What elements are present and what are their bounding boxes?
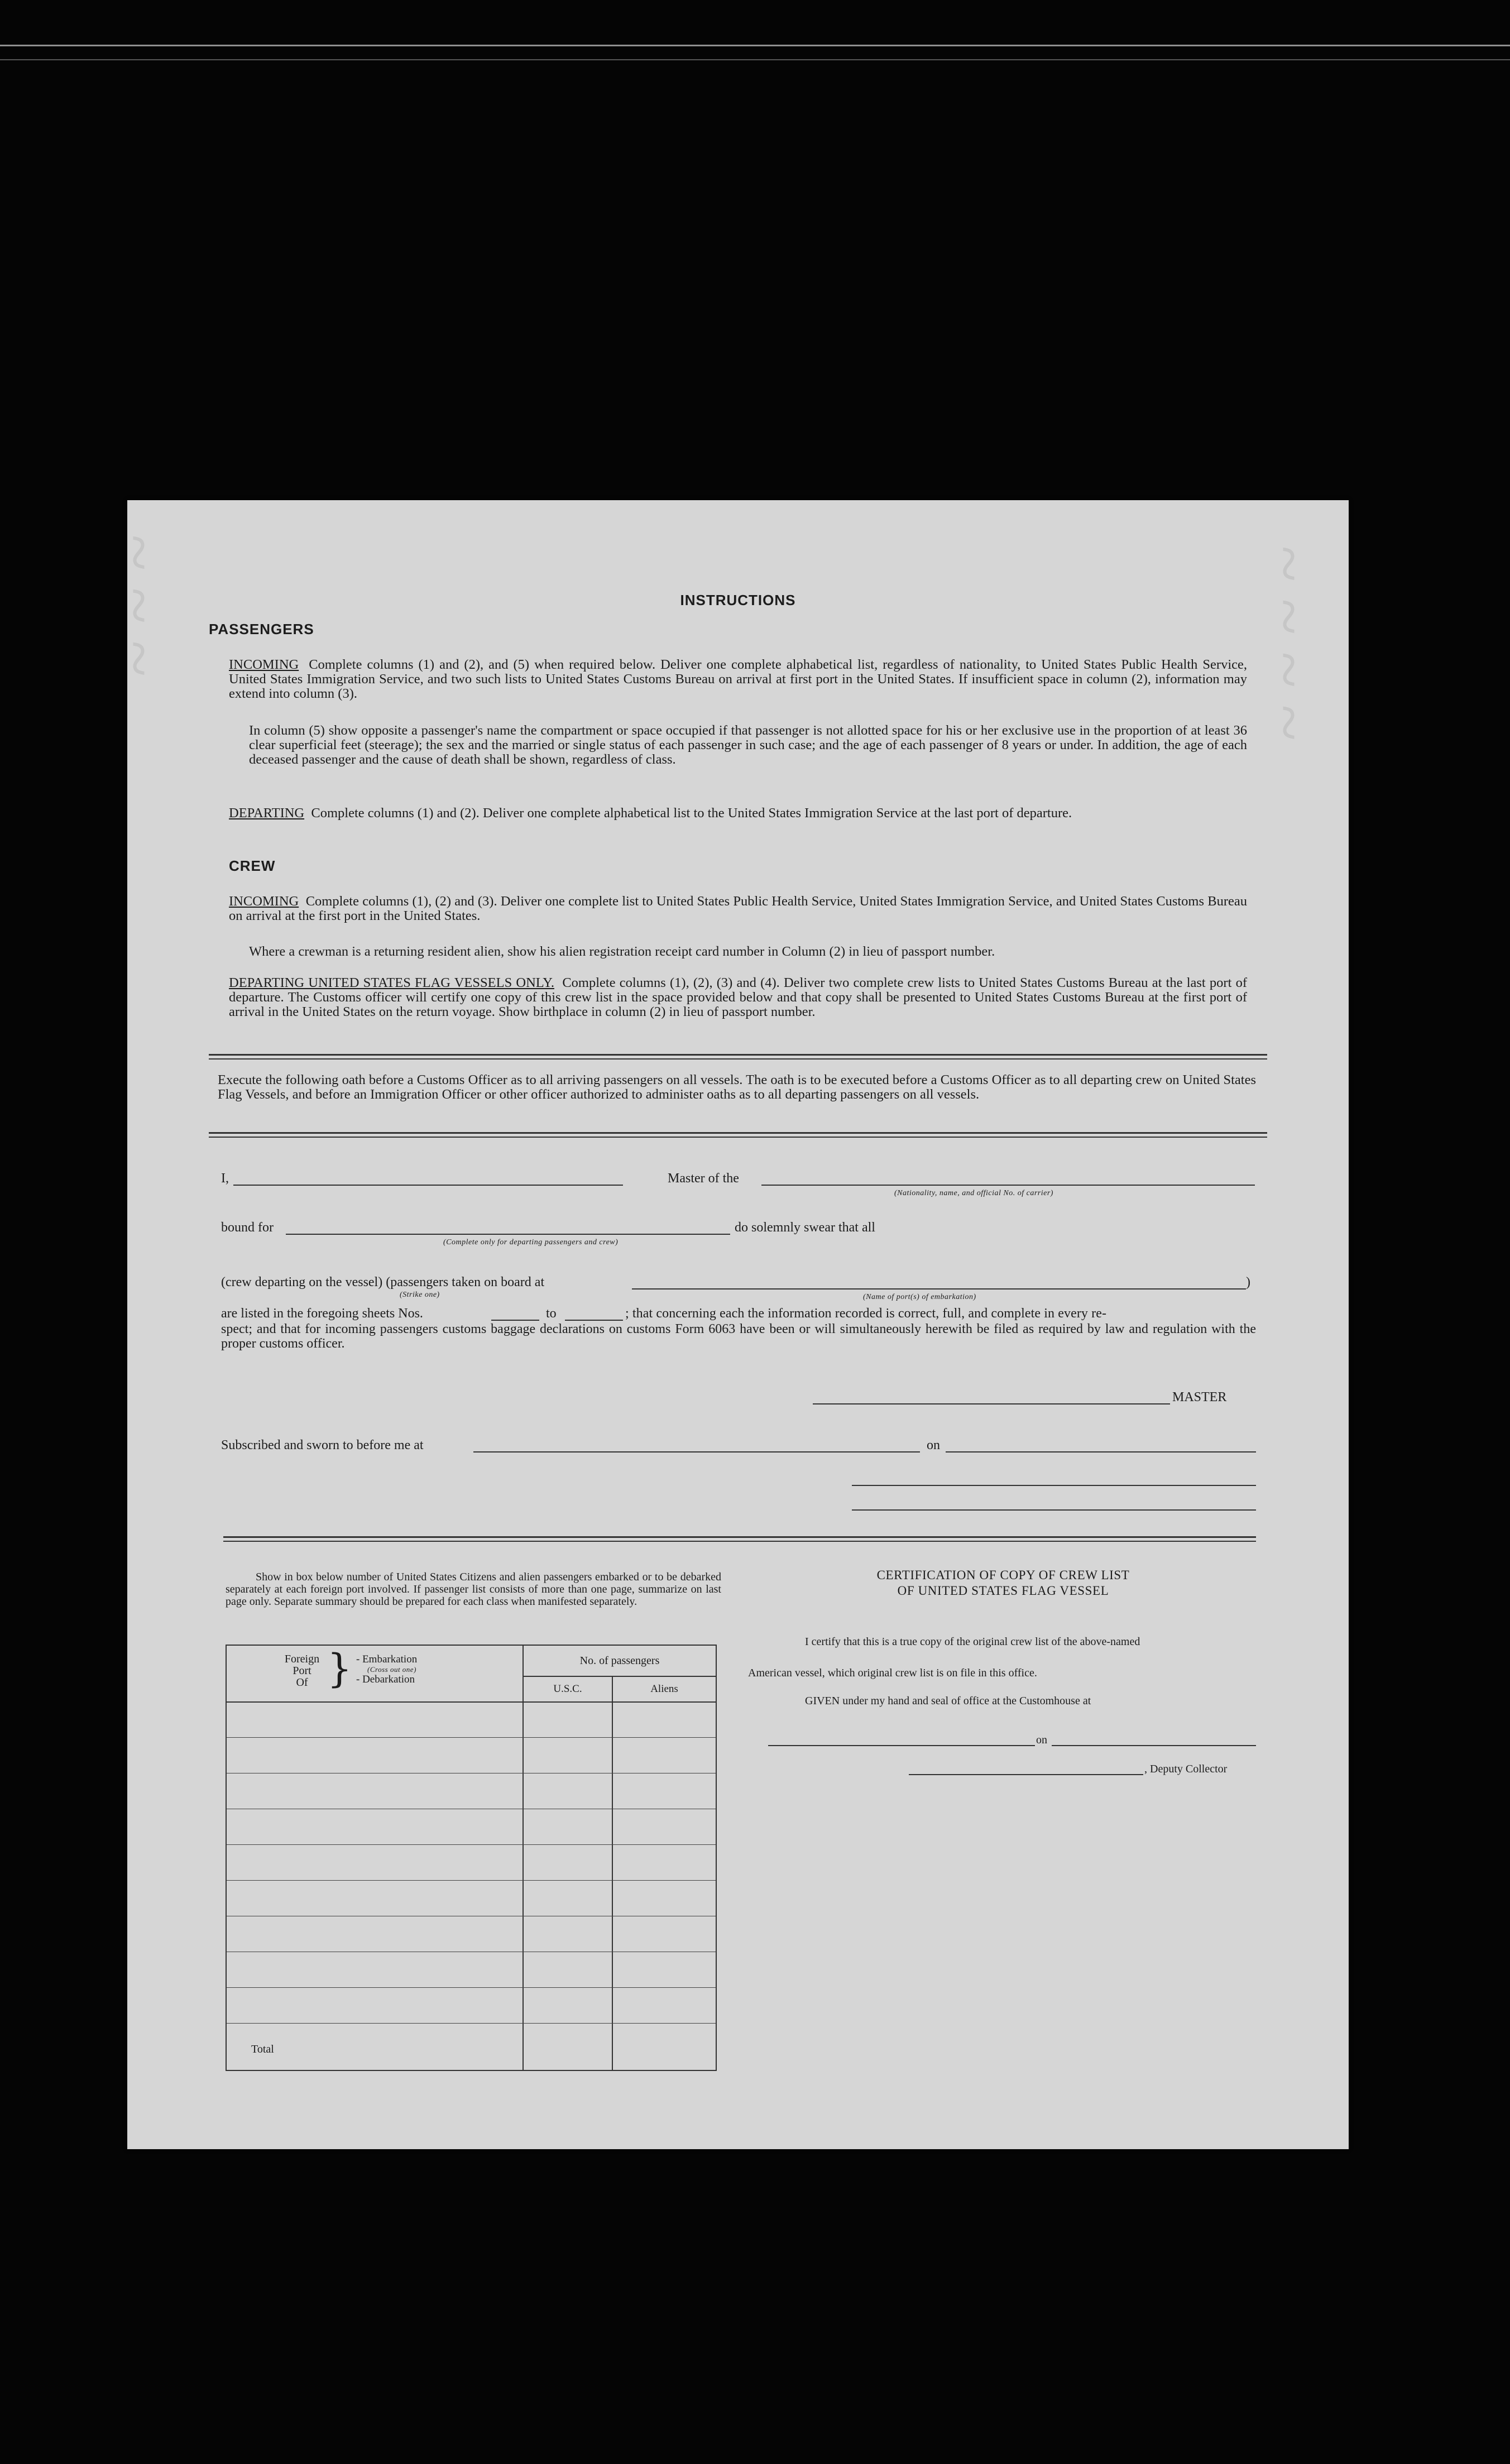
master-signature-field[interactable]	[813, 1403, 1170, 1404]
close-paren: )	[1246, 1275, 1250, 1289]
crew-departing-text: Complete columns (1), (2), (3) and (4). Deliver two complete crew lists to United States Customs Bureau at the last port of departure. The Customs officer will certify one copy of this crew list in the space provided below and that copy shall be presented to United States Customs Bureau at the first port of arrival in the United States on the return voyage. Show birthplace in column (2) in lieu of passport number.	[229, 975, 1247, 1019]
crew-departing-paragraph	[229, 976, 1247, 1019]
sworn-place-field[interactable]	[473, 1451, 920, 1452]
passengers-incoming-paragraph	[229, 658, 1247, 701]
table-header-port	[227, 1646, 524, 1703]
passengers-departing-paragraph	[229, 806, 1247, 821]
column-divider	[612, 1701, 613, 2070]
certify-text-1: I certify that this is a true copy of the original crew list of the above-named	[805, 1636, 1140, 1648]
officer-title-field[interactable]	[852, 1509, 1256, 1511]
sworn-date-field[interactable]	[946, 1451, 1256, 1452]
embarkation-label: - Embarkation	[356, 1653, 418, 1665]
incoming-text: Complete columns (1) and (2), and (5) when required below. Deliver one complete alphabetical list, regardless of nationality, to United States Public Health Service, United States Immigration Service, and two such lists to United States Customs Bureau on arrival at first port in the United States. If insufficient space in column (2), information may extend into column (3).	[229, 657, 1248, 701]
departing-label: DEPARTING	[229, 806, 305, 821]
instructions-heading: INSTRUCTIONS	[680, 592, 796, 608]
customhouse-field[interactable]	[768, 1745, 1035, 1746]
departing-text: Complete columns (1) and (2). Deliver one complete alphabetical list to the United States Immigration Service at the last port of departure.	[311, 806, 1072, 821]
i-label: I,	[221, 1171, 229, 1186]
on-label: on	[927, 1438, 940, 1452]
summary-note: Show in box below number of United States Citizens and alien passengers embarked or to be debarked separately at each foreign port involved. If passenger list consists of more than one page, summarize on last page only. Separate summary should be prepared for each class when manifested separately.	[226, 1571, 721, 1608]
crew-heading: CREW	[229, 857, 276, 874]
cert-date-field[interactable]	[1052, 1745, 1256, 1746]
deputy-signature-field[interactable]	[909, 1774, 1143, 1775]
foreign-port-of-label	[271, 1653, 333, 1689]
table-row	[227, 2023, 716, 2024]
to-label: to	[546, 1306, 557, 1321]
complete-only-caption: (Complete only for departing passengers and crew)	[443, 1238, 619, 1247]
usc-header: U.S.C.	[524, 1677, 613, 1703]
listed-text-rest: spect; and that for incoming passengers customs baggage declarations on customs Form 6063 have been or will simultaneously herewith be filed as required by law and regulation with the proper customs officer.	[221, 1322, 1256, 1351]
table-row	[227, 1844, 716, 1845]
master-of-the-label: Master of the	[668, 1171, 739, 1186]
bound-for-field[interactable]	[286, 1234, 730, 1235]
crew-passengers-text: (crew departing on the vessel) (passengers taken on board at	[221, 1275, 545, 1289]
film-edge-line	[0, 59, 1510, 60]
certification-title	[744, 1567, 1263, 1599]
section-divider	[223, 1536, 1256, 1542]
form-sheet	[102, 500, 1349, 2149]
column-divider	[522, 1701, 524, 2070]
listed-text-2: ; that concerning each the information recorded is correct, full, and complete in every re-	[625, 1306, 1107, 1321]
ports-caption: (Name of port(s) of embarkation)	[863, 1293, 976, 1301]
carrier-field[interactable]	[761, 1185, 1255, 1186]
debarkation-label: - Debarkation	[356, 1674, 415, 1685]
aliens-header: Aliens	[613, 1677, 716, 1703]
subscribed-text: Subscribed and sworn to before me at	[221, 1438, 424, 1452]
given-text: GIVEN under my hand and seal of office at the Customhouse at	[805, 1695, 1091, 1707]
master-name-field[interactable]	[233, 1185, 623, 1186]
cross-out-caption: (Cross out one)	[367, 1665, 416, 1674]
bleed-through-writing: ~ ~ ~	[102, 534, 176, 676]
brace-icon: }	[327, 1646, 352, 1691]
bleed-through-writing: ~ ~ ~ ~	[1252, 545, 1326, 740]
strike-one-caption: (Strike one)	[400, 1291, 440, 1299]
listed-text-1: are listed in the foregoing sheets Nos.	[221, 1306, 423, 1321]
certification-title-line-1: CERTIFICATION OF COPY OF CREW LIST	[876, 1568, 1130, 1582]
crew-incoming-label: INCOMING	[229, 894, 299, 909]
nationality-caption: (Nationality, name, and official No. of carrier)	[894, 1189, 1053, 1197]
swear-text: do solemnly swear that all	[735, 1220, 875, 1235]
bound-for-label: bound for	[221, 1220, 274, 1235]
deputy-collector-label: , Deputy Collector	[1144, 1763, 1228, 1775]
crew-incoming-text: Complete columns (1), (2) and (3). Deliver one complete list to United States Public Health Service, United States Immigration Service, and United States Customs Bureau on arrival at the first port in the United States.	[229, 894, 1247, 923]
table-row	[227, 1880, 716, 1881]
passengers-heading: PASSENGERS	[209, 621, 314, 637]
port-label: Port	[293, 1665, 311, 1677]
certification-title-line-2: OF UNITED STATES FLAG VESSEL	[897, 1584, 1109, 1598]
cert-on-label: on	[1036, 1734, 1047, 1746]
officer-signature-field[interactable]	[852, 1485, 1256, 1486]
total-label: Total	[251, 2043, 274, 2055]
no-of-passengers-header: No. of passengers	[524, 1646, 716, 1677]
embarkation-port-field[interactable]	[632, 1288, 1246, 1289]
crew-departing-label: DEPARTING UNITED STATES FLAG VESSELS ONLY.	[229, 975, 554, 990]
resident-alien-paragraph: Where a crewman is a returning resident alien, show his alien registration receipt card number in Column (2) in lieu of passport number.	[249, 944, 995, 959]
certify-text-2: American vessel, which original crew list is on file in this office.	[748, 1667, 1037, 1679]
crew-incoming-paragraph	[229, 894, 1247, 923]
oath-intro: Execute the following oath before a Customs Officer as to all arriving passengers on all vessels. The oath is to be executed before a Customs Officer as to all departing crew on United States Flag Vessels, and before an Immigration Officer or other officer authorized to administer oaths as to all departing passengers on all vessels.	[218, 1072, 1256, 1102]
embark-debark-labels	[356, 1655, 417, 1685]
passenger-summary-table	[226, 1645, 717, 2071]
section-divider	[209, 1054, 1267, 1060]
table-row	[227, 1987, 716, 1988]
column5-paragraph: In column (5) show opposite a passenger's name the compartment or space occupied if that passenger is not allotted space for his or her exclusive use in the proportion of at least 36 clear superficial feet (steerage); the sex and the married or single status of each passenger in such case; and the age of each passenger of 8 years or under. In addition, the age of each deceased passenger and the cause of death shall be shown, regardless of class.	[249, 723, 1247, 767]
sheet-from-field[interactable]	[491, 1320, 539, 1321]
sheet-to-field[interactable]	[565, 1320, 623, 1321]
incoming-label: INCOMING	[229, 657, 299, 672]
foreign-label: Foreign	[284, 1653, 320, 1665]
film-edge-line	[0, 45, 1510, 46]
table-row	[227, 1737, 716, 1738]
of-label: Of	[296, 1676, 308, 1689]
master-label: MASTER	[1172, 1390, 1227, 1404]
section-divider	[209, 1132, 1267, 1138]
